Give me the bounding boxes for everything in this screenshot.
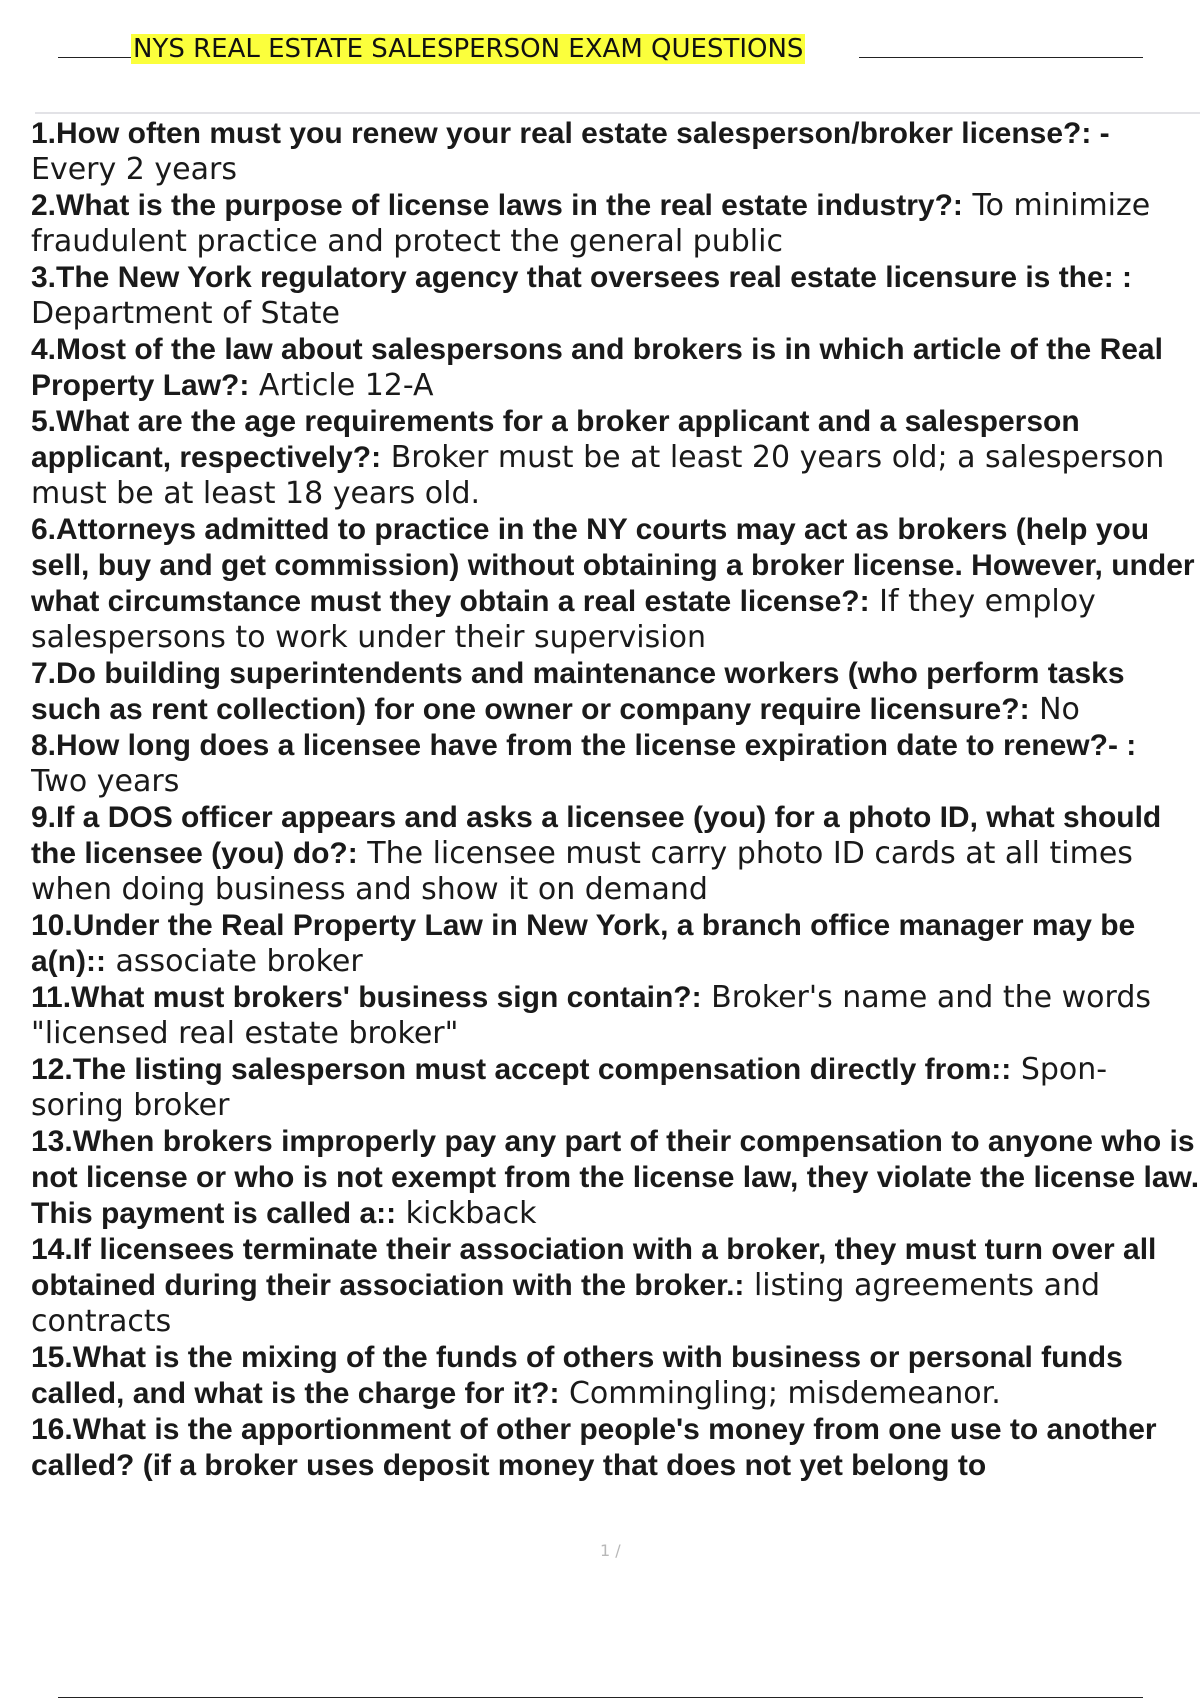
question-text: 7.Do building superintendents and maintenance workers (who perform tasks such as rent collection) for one owner or company require licensure?:	[31, 657, 1125, 726]
page-number: 1 /	[600, 1541, 621, 1560]
question-text: 4.Most of the law about salespersons and brokers is in which article of the Real Property Law?:	[31, 333, 1163, 402]
question-item	[31, 728, 1200, 800]
answer-text: If they employ salespersons to work under their supervision	[31, 584, 1096, 655]
question-item	[31, 800, 1200, 908]
answer-text: Two years	[31, 764, 180, 799]
question-text: 2.What is the purpose of license laws in the real estate industry?:	[31, 189, 963, 222]
question-text: 12.The listing salesperson must accept compensation directly from::	[31, 1053, 1012, 1086]
question-text: 5.What are the age requirements for a broker applicant and a salesperson applicant, respectively?:	[31, 405, 1080, 474]
question-text: 14.If licensees terminate their association with a broker, they must turn over all obtained during their association with the broker.:	[31, 1233, 1157, 1302]
page-title: NYS REAL ESTATE SALESPERSON EXAM QUESTIONS	[133, 34, 804, 64]
answer-text: Article 12-A	[258, 368, 434, 403]
question-text: 9.If a DOS officer appears and asks a licensee (you) for a photo ID, what should the licensee (you) do?:	[31, 801, 1162, 870]
question-text: 15.What is the mixing of the funds of others with business or personal funds called, and what is the charge for it?:	[31, 1341, 1123, 1410]
question-item	[31, 1124, 1200, 1232]
question-item	[31, 260, 1200, 332]
question-item	[31, 1232, 1200, 1340]
answer-text: Broker's name and the words "licensed real estate broker"	[31, 980, 1152, 1051]
answer-text: Broker must be at least 20 years old; a salesperson must be at least 18 years old.	[31, 440, 1165, 511]
question-item	[31, 908, 1200, 980]
question-item	[31, 980, 1200, 1052]
answer-text: Spon- soring broker	[31, 1052, 1108, 1123]
question-item	[31, 1340, 1200, 1412]
question-item	[31, 656, 1200, 728]
answer-text: The licensee must carry photo ID cards at all times when doing business and show it on demand	[31, 836, 1133, 907]
header-divider	[35, 112, 1200, 114]
question-item	[31, 404, 1200, 512]
footer-rule	[58, 1697, 1143, 1698]
question-text: 6.Attorneys admitted to practice in the NY courts may act as brokers (help you sell, buy and get commission) without obtaining a broker license. However, under what circumstance must they obtain a real estate license?:	[31, 513, 1195, 618]
question-text: 11.What must brokers' business sign contain?:	[31, 981, 702, 1014]
answer-text: Department of State	[31, 296, 340, 331]
question-text: 1.How often must you renew your real estate salesperson/broker license?: -	[31, 117, 1110, 150]
answer-text: Every 2 years	[31, 152, 237, 187]
question-item	[31, 1052, 1200, 1124]
question-text: 8.How long does a licensee have from the license expiration date to renew?- :	[31, 729, 1137, 762]
answer-text: associate broker	[115, 944, 363, 979]
answer-text: Commingling; misdemeanor.	[568, 1376, 1001, 1411]
question-text: 16.What is the apportionment of other people's money from one use to another called? (if a broker uses deposit money that does not yet belong to	[31, 1413, 1157, 1482]
header-rule-right	[859, 57, 1143, 58]
question-item	[31, 188, 1200, 260]
question-list	[31, 116, 1200, 1516]
answer-text: To minimize fraudulent practice and protect the general public	[31, 188, 1151, 259]
question-item	[31, 332, 1200, 404]
header-rule-left	[58, 57, 131, 58]
answer-text: No	[1039, 692, 1080, 727]
question-item	[31, 512, 1200, 656]
page-header	[58, 34, 1143, 64]
question-item	[31, 116, 1200, 188]
answer-text: listing agreements and contracts	[31, 1268, 1101, 1339]
question-text: 13.When brokers improperly pay any part of their compensation to anyone who is not license or who is not exempt from the license law, they violate the license law. This payment is called a::	[31, 1125, 1200, 1230]
question-item	[31, 1412, 1200, 1484]
question-text: 3.The New York regulatory agency that oversees real estate licensure is the: :	[31, 261, 1133, 294]
answer-text: kickback	[405, 1196, 537, 1231]
question-text: 10.Under the Real Property Law in New York, a branch office manager may be a(n)::	[31, 909, 1136, 978]
